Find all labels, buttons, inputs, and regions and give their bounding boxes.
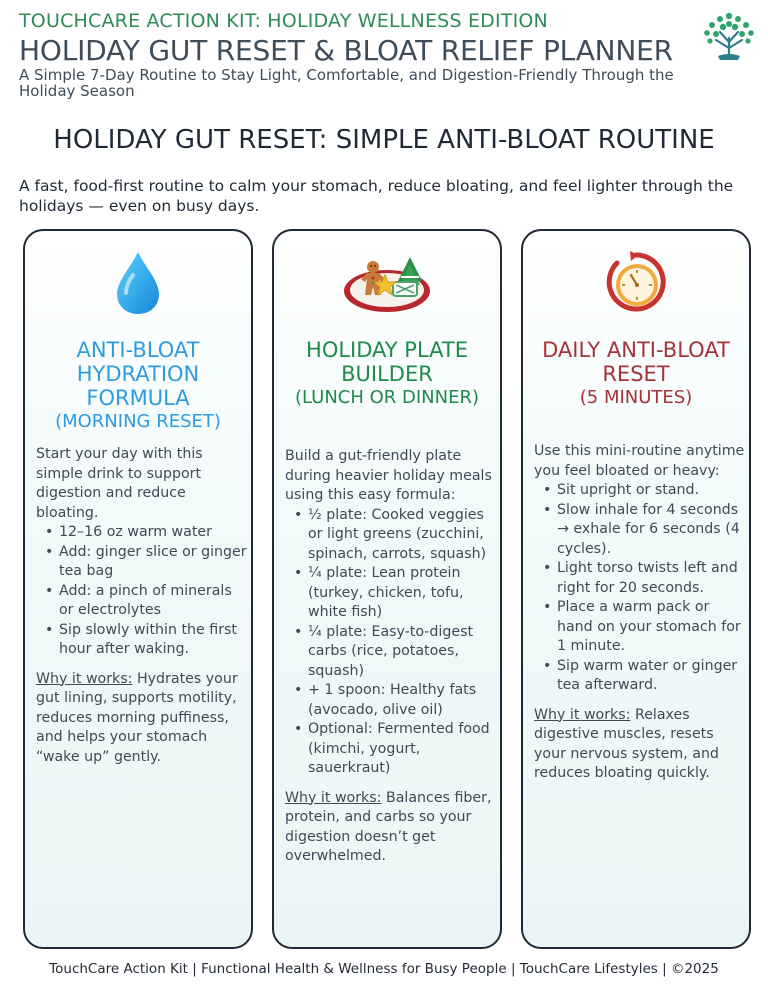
list-item: • Optional: Fermented food (kimchi, yogurt, sauerkraut) (285, 720, 497, 779)
why-text: Relaxes digestive muscles, resets your nervous system, and reduces bloating quickly. (534, 706, 719, 781)
cookie-plate-icon (341, 249, 433, 315)
card-body (36, 445, 248, 767)
card-intro: Start your day with this simple drink to support digestion and reduce bloating. (36, 446, 203, 521)
card-subtitle: (5 MINUTES) (579, 387, 693, 408)
plate-builder-card (272, 229, 502, 949)
card-body (285, 447, 497, 867)
card-title-text: HOLIDAY PLATE BUILDER (306, 338, 468, 386)
why-it-works (36, 670, 248, 768)
list-item: • Add: ginger slice or ginger tea bag (36, 543, 248, 582)
why-text: Balances fiber, protein, and carbs so your digestion doesn’t get overwhelmed. (285, 789, 492, 864)
list-item: • Place a warm pack or hand on your stomach for 1 minute. (534, 598, 746, 657)
card-title (523, 338, 749, 409)
list-item: • ¼ plate: Lean protein (turkey, chicken, tofu, white fish) (285, 564, 497, 623)
card-subtitle: (MORNING RESET) (55, 411, 221, 432)
page-title: HOLIDAY GUT RESET & BLOAT RELIEF PLANNER (19, 34, 673, 67)
hydration-card (23, 229, 253, 949)
list-item: • ¼ plate: Easy-to-digest carbs (rice, potatoes, squash) (285, 623, 497, 682)
list-item: • Sip warm water or ginger tea afterward. (534, 657, 746, 696)
card-title (274, 338, 500, 409)
card-list (36, 523, 248, 660)
card-title (25, 338, 251, 433)
why-text: Hydrates your gut lining, supports motility, reduces morning puffiness, and helps your stomach “wake up” gently. (36, 670, 238, 765)
card-body (534, 442, 746, 784)
list-item: • Add: a pinch of minerals or electrolytes (36, 582, 248, 621)
list-item: • Slow inhale for 4 seconds → exhale for 6 seconds (4 cycles). (534, 501, 746, 560)
list-item: • + 1 spoon: Healthy fats (avocado, olive oil) (285, 681, 497, 720)
why-it-works (534, 706, 746, 784)
card-subtitle: (LUNCH OR DINNER) (294, 387, 480, 408)
tree-icon (700, 10, 758, 64)
section-title: HOLIDAY GUT RESET: SIMPLE ANTI-BLOAT ROUTINE (53, 125, 715, 155)
card-intro: Build a gut-friendly plate during heavier holiday meals using this easy formula: (285, 448, 492, 503)
daily-reset-card (521, 229, 751, 949)
card-title-text: DAILY ANTI-BLOAT RESET (542, 338, 730, 386)
why-label: Why it works: (36, 670, 133, 687)
list-item: • 12–16 oz warm water (36, 523, 248, 543)
section-intro: A fast, food-first routine to calm your stomach, reduce bloating, and feel lighter through the holidays — even on busy days. (19, 177, 734, 215)
list-item: • ½ plate: Cooked veggies or light greens (zucchini, spinach, carrots, squash) (285, 506, 497, 565)
card-list (285, 506, 497, 779)
why-label: Why it works: (534, 706, 631, 723)
page-subtitle: A Simple 7-Day Routine to Stay Light, Comfortable, and Digestion-Friendly Through the Holiday Season (19, 66, 674, 100)
stopwatch-icon (603, 249, 669, 315)
footer: TouchCare Action Kit | Functional Health & Wellness for Busy People | TouchCare Lifestyles | ©2025 (49, 961, 719, 977)
list-item: • Sit upright or stand. (534, 481, 746, 501)
list-item: • Sip slowly within the first hour after waking. (36, 621, 248, 660)
card-intro: Use this mini-routine anytime you feel bloated or heavy: (534, 443, 745, 479)
why-label: Why it works: (285, 789, 382, 806)
card-title-text: ANTI-BLOAT HYDRATION FORMULA (76, 338, 200, 410)
why-it-works (285, 789, 497, 867)
water-drop-icon (111, 249, 165, 317)
kit-line: TOUCHCARE ACTION KIT: HOLIDAY WELLNESS EDITION (19, 10, 548, 32)
card-list (534, 481, 746, 696)
list-item: • Light torso twists left and right for 20 seconds. (534, 559, 746, 598)
